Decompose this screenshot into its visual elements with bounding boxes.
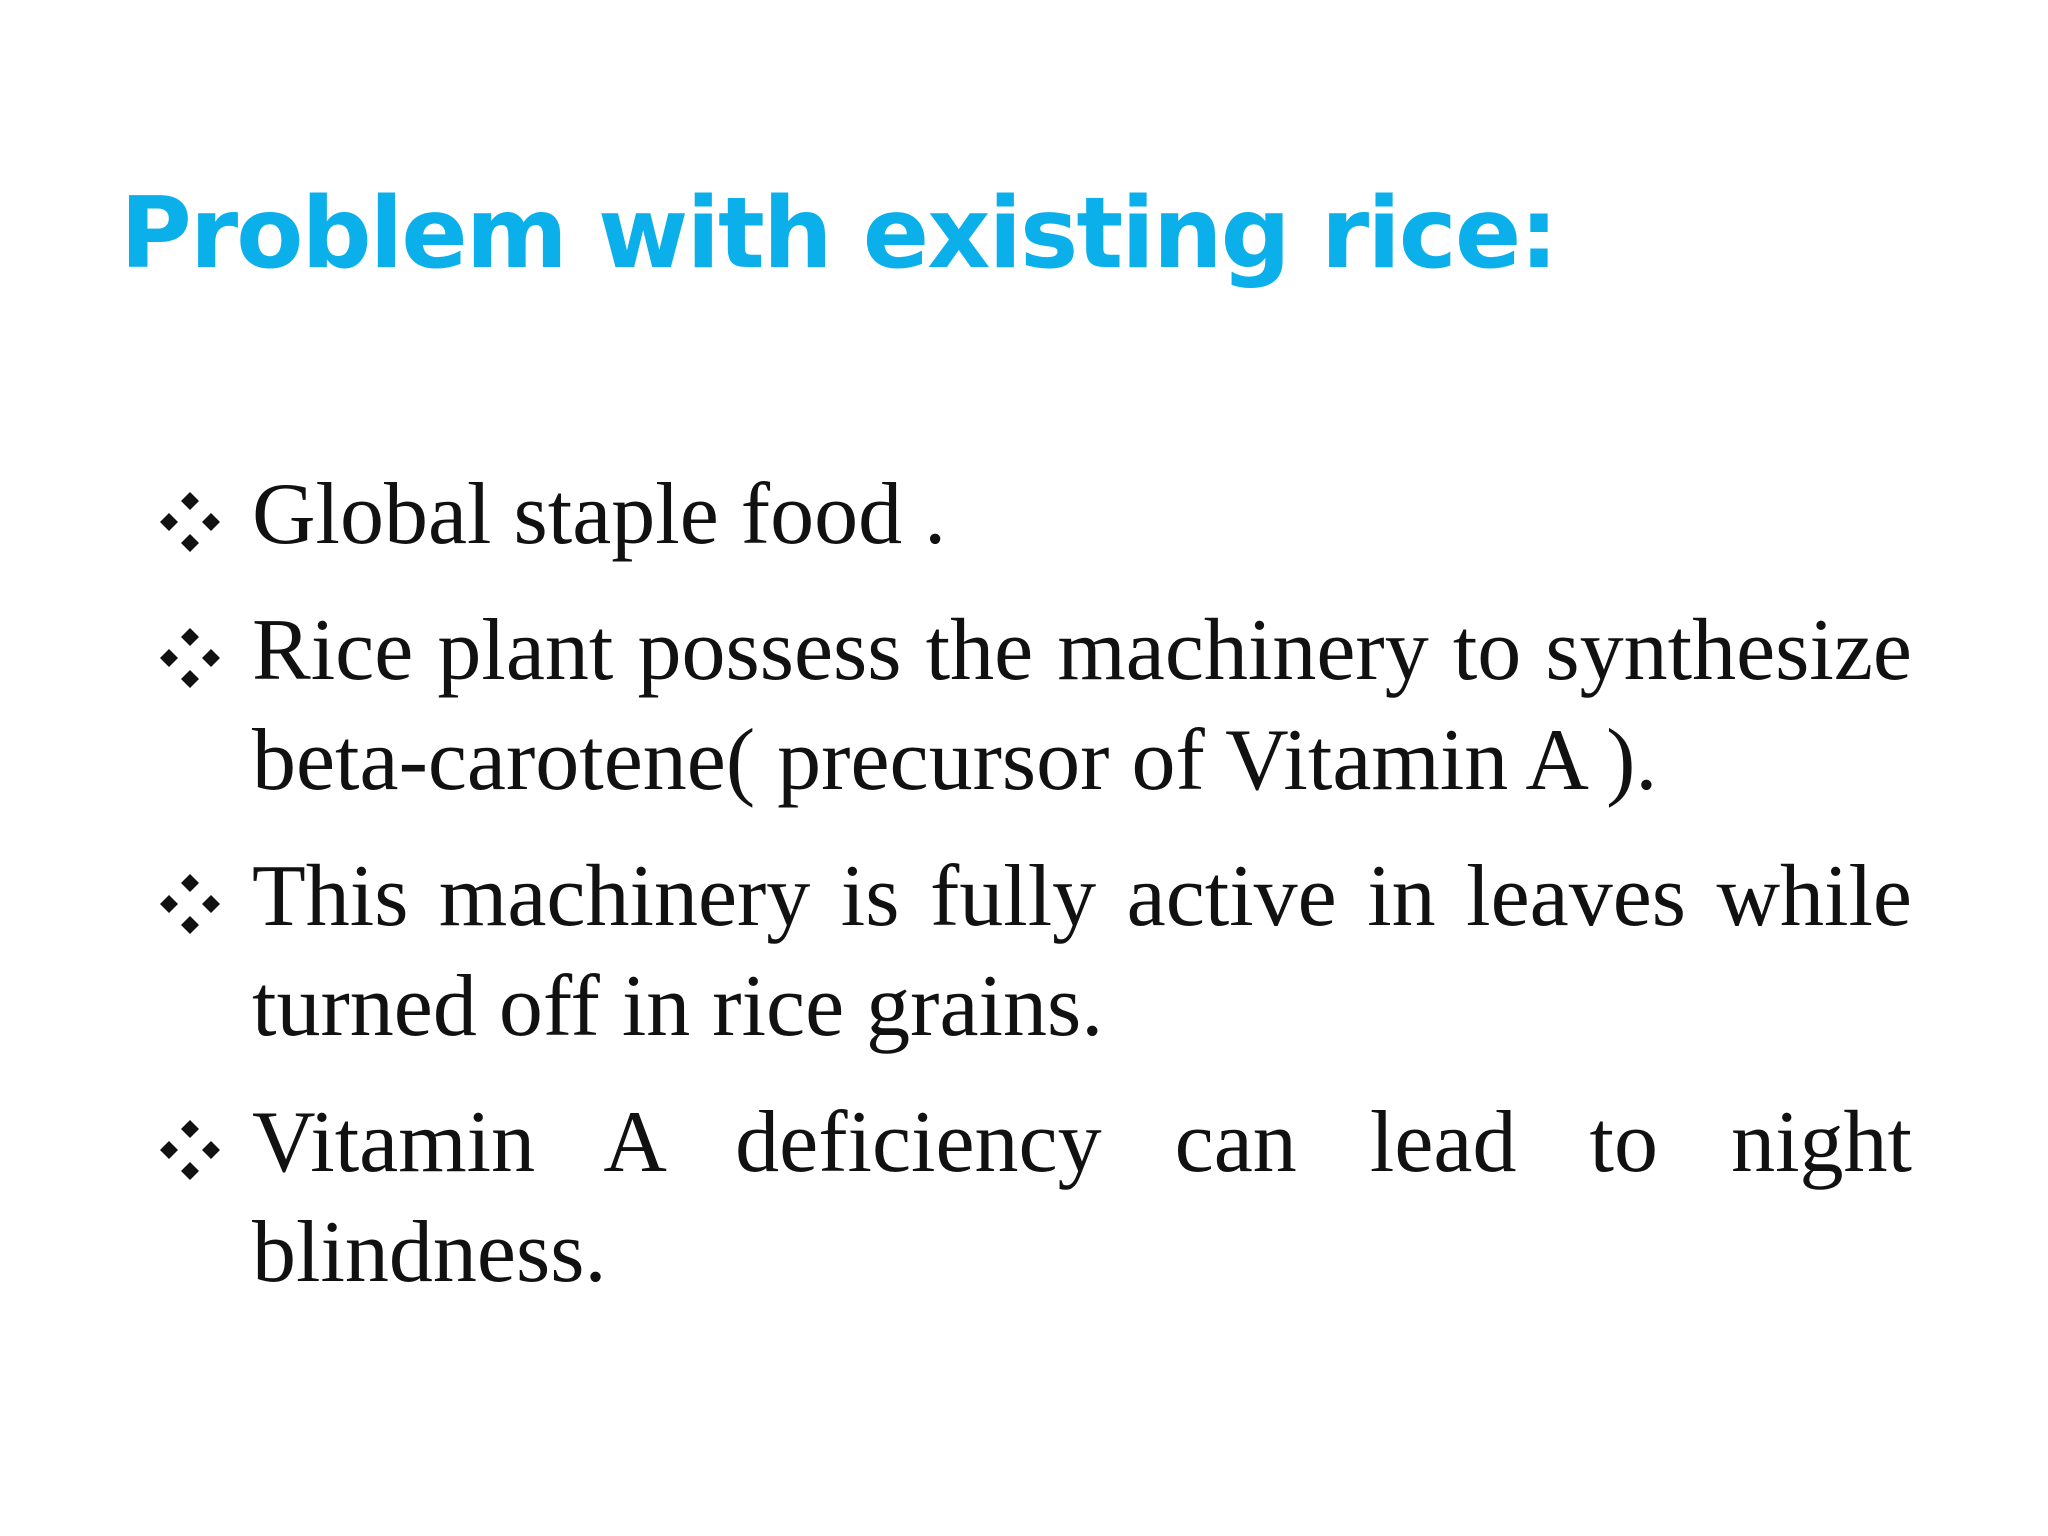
- bullet-text: Rice plant possess the machinery to synthesize beta-carotene( precursor of Vitamin A ).: [252, 602, 1912, 809]
- four-diamond-icon: [152, 1088, 252, 1198]
- slide-title: Problem with existing rice:: [120, 177, 1557, 291]
- bullet-item: [152, 596, 1912, 816]
- four-diamond-icon: [152, 842, 252, 952]
- bullet-item: [152, 842, 1912, 1062]
- bullet-item: [152, 1088, 1912, 1308]
- bullet-text: This machinery is fully active in leaves while turned off in rice grains.: [252, 848, 1912, 1055]
- bullet-text: Vitamin A deficiency can lead to night blindness.: [252, 1094, 1912, 1301]
- bullet-list: [152, 460, 1912, 1334]
- bullet-item: [152, 460, 1912, 570]
- four-diamond-icon: [152, 596, 252, 706]
- four-diamond-icon: [152, 460, 252, 570]
- bullet-text: Global staple food .: [252, 466, 947, 563]
